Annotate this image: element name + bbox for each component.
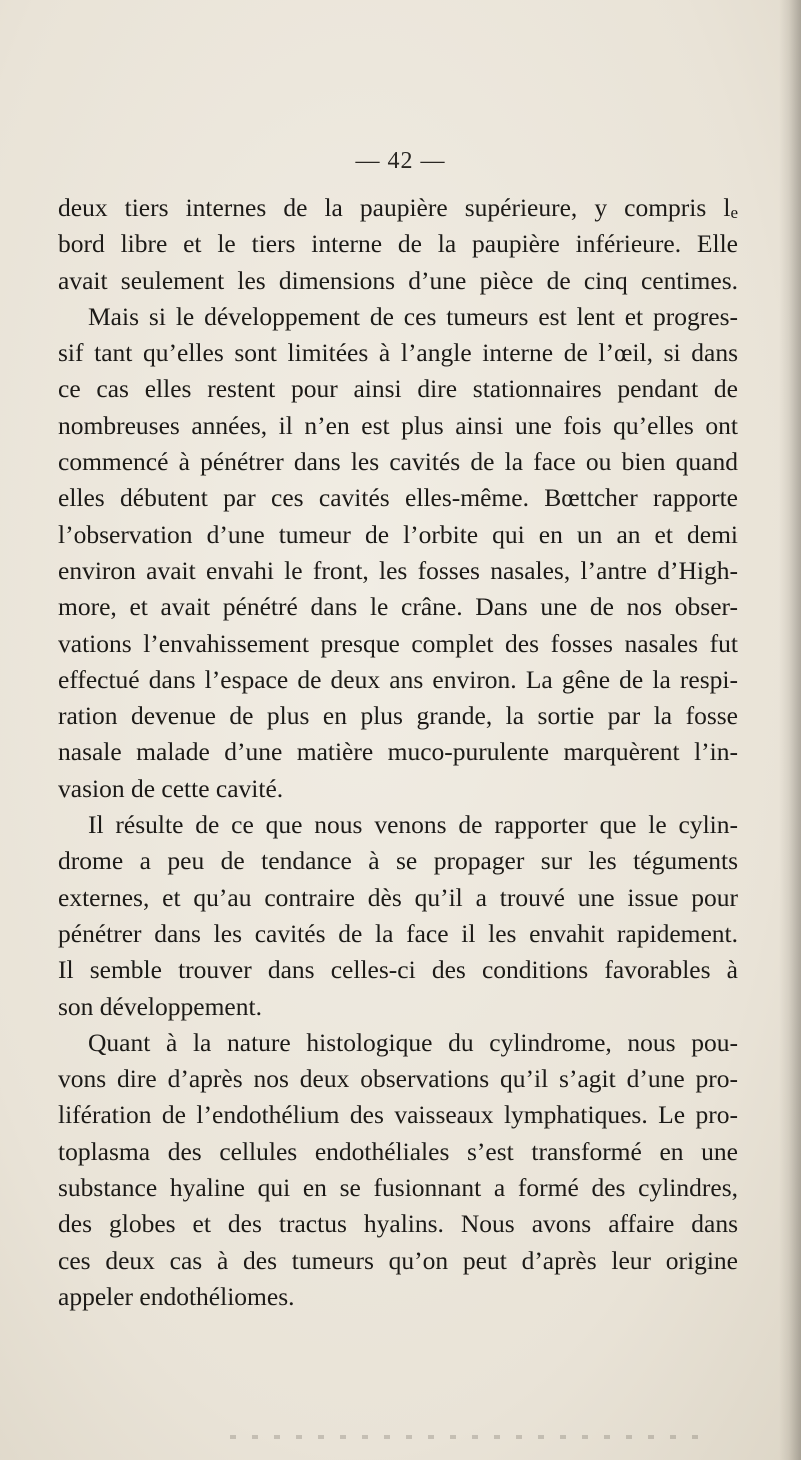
- text-line: des globes et des tractus hyalins. Nous avons affaire dans: [58, 1209, 738, 1239]
- text-line: avait seulement les dimensions d’une pièce de cinq centimes.: [58, 265, 738, 295]
- text-line: drome a peu de tendance à se propager sur les téguments: [58, 846, 738, 876]
- text-line: sif tant qu’elles sont limitées à l’angle interne de l’œil, si dans: [58, 338, 738, 368]
- text-line: l’observation d’une tumeur de l’orbite qui en un an et demi: [58, 519, 738, 549]
- text-line: son développement.: [58, 991, 262, 1021]
- text-line: lifération de l’endothélium des vaisseaux lymphatiques. Le pro-: [58, 1100, 738, 1130]
- text-line: vons dire d’après nos deux observations qu’il s’agit d’une pro-: [58, 1064, 738, 1094]
- text-line: pénétrer dans les cavités de la face il les envahit rapidement.: [58, 918, 738, 948]
- text-line: vasion de cette cavité.: [58, 773, 284, 803]
- text-line: effectué dans l’espace de deux ans environ. La gêne de la respi-: [58, 664, 738, 694]
- text-line: Mais si le développement de ces tumeurs est lent et progres-: [88, 301, 738, 331]
- text-line: bord libre et le tiers interne de la paupière inférieure. Elle: [58, 229, 738, 259]
- text-line: ce cas elles restent pour ainsi dire stationnaires pendant de: [58, 374, 738, 404]
- text-line: deux tiers internes de la paupière supérieure, y compris $l_e$: [58, 193, 738, 222]
- text-line: substance hyaline qui en se fusionnant a formé des cylindres,: [58, 1173, 738, 1203]
- text-line: Il semble trouver dans celles-ci des conditions favorables à: [58, 955, 738, 985]
- text-line: externes, et qu’au contraire dès qu’il a trouvé une issue pour: [58, 882, 738, 912]
- text-line: ces deux cas à des tumeurs qu’on peut d’après leur origine: [58, 1245, 738, 1275]
- text-line: vations l’envahissement presque complet des fosses nasales fut: [58, 628, 738, 658]
- body-text: [58, 190, 738, 1315]
- text-line: Il résulte de ce que nous venons de rapporter que le cylin-: [88, 810, 738, 840]
- text-line: toplasma des cellules endothéliales s’est transformé en une: [58, 1136, 738, 1166]
- text-line: Quant à la nature histologique du cylindrome, nous pou-: [88, 1027, 738, 1057]
- print-specks: [230, 1435, 710, 1439]
- text-line: ration devenue de plus en plus grande, la sortie par la fosse: [58, 701, 738, 731]
- page-edge-shadow: [779, 0, 801, 1460]
- text-line: environ avait envahi le front, les fosses nasales, l’antre d’High-: [58, 555, 738, 585]
- text-line: more, et avait pénétré dans le crâne. Dans une de nos obser-: [58, 592, 738, 622]
- text-line: appeler endothéliomes.: [58, 1281, 295, 1311]
- page-number: — 42 —: [355, 148, 446, 174]
- text-line: nasale malade d’une matière muco-purulente marquèrent l’in-: [58, 737, 738, 767]
- text-line: nombreuses années, il n’en est plus ainsi une fois qu’elles ont: [58, 410, 738, 440]
- text-line: commencé à pénétrer dans les cavités de la face ou bien quand: [58, 447, 738, 477]
- text-line: elles débutent par ces cavités elles-même. Bœttcher rapporte: [58, 483, 738, 513]
